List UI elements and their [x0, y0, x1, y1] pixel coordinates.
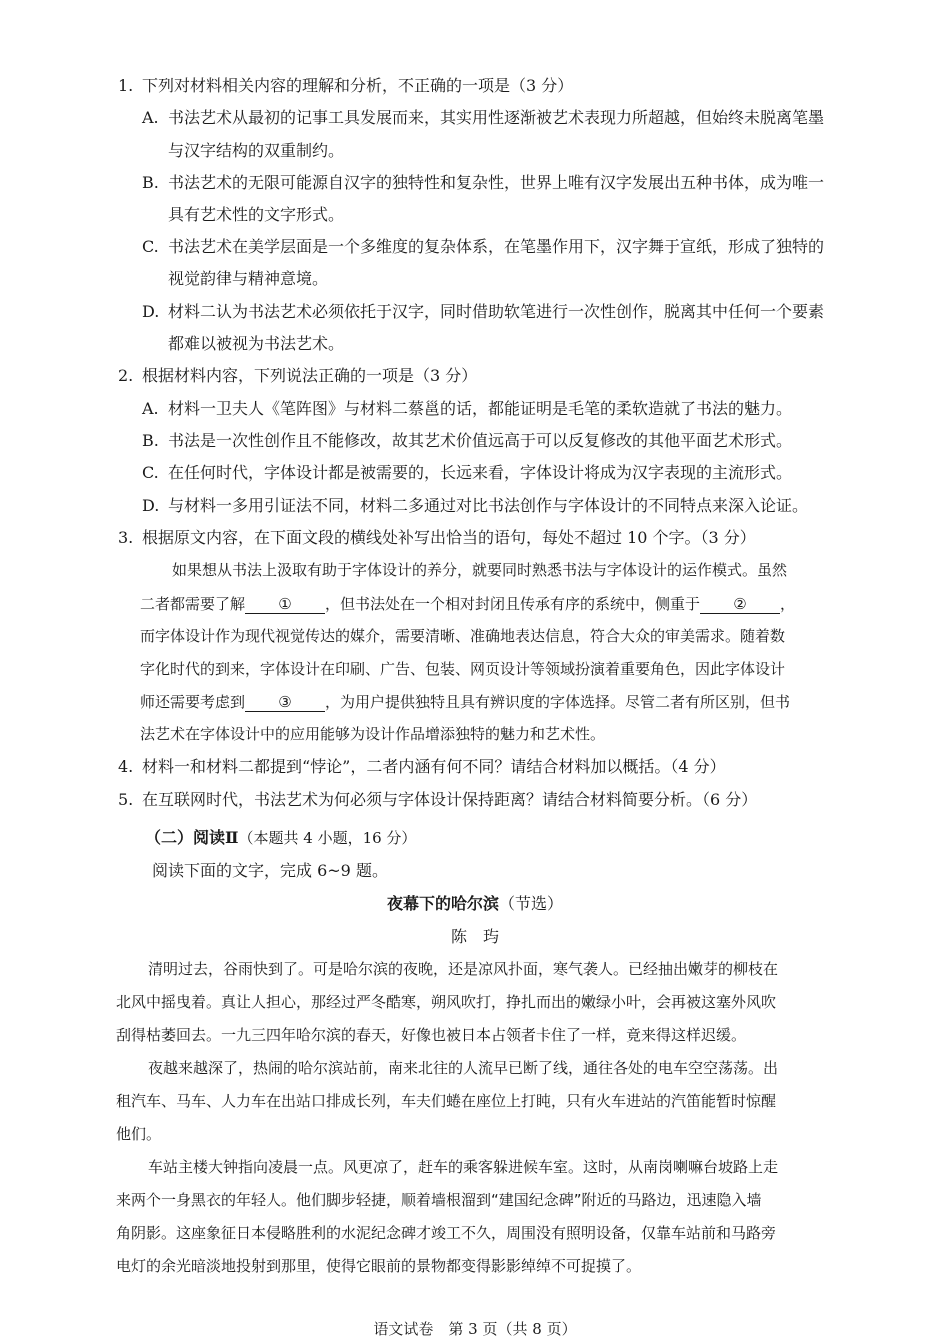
- q2-option-c-label: C.: [142, 463, 159, 482]
- q1-option-c-line2: 视觉韵律与精神意境。: [168, 269, 329, 288]
- q3-blank-1[interactable]: ①: [245, 596, 325, 614]
- q3-blank-3[interactable]: ③: [245, 694, 325, 712]
- q3-line5-start: 师还需要考虑到: [140, 693, 246, 711]
- q4-number: 4.: [118, 757, 134, 776]
- q5-number: 5.: [118, 790, 134, 809]
- q3-line2-end: ，: [780, 595, 796, 613]
- article-p3-line1: 车站主楼大钟指向凌晨一点。风更凉了，赶车的乘客躲进候车室。这时，从南岗喇嘛台坡路上走: [148, 1158, 779, 1176]
- q2-option-a-text: 材料一卫夫人《笔阵图》与材料二蔡邕的话，都能证明是毛笔的柔软造就了书法的魅力。: [168, 399, 793, 418]
- q3-number: 3.: [118, 528, 134, 547]
- article-p1-line3: 刮得枯萎回去。一九三四年哈尔滨的春天，好像也被日本占领者卡住了一样，竟来得这样迟缓。: [116, 1026, 747, 1044]
- q3-line2-start: 二者都需要了解: [140, 595, 246, 613]
- page-footer: 语文试卷 第 3 页（共 8 页）: [373, 1320, 577, 1338]
- article-p3-line4: 电灯的余光暗淡地投射到那里，使得它眼前的景物都变得影影绰绰不可捉摸了。: [116, 1257, 642, 1275]
- section-title: （二）阅读Ⅱ: [145, 828, 239, 847]
- q1-option-b-line1: 书法艺术的无限可能源自汉字的独特性和复杂性，世界上唯有汉字发展出五种书体，成为唯一: [168, 173, 825, 192]
- q4-text: 材料一和材料二都提到“悖论”，二者内涵有何不同？请结合材料加以概括。（4 分）: [142, 757, 726, 776]
- article-subtitle: （节选）: [499, 894, 564, 913]
- article-title-line: [0, 896, 950, 912]
- q1-stem: 下列对材料相关内容的理解和分析，不正确的一项是（3 分）: [142, 76, 574, 95]
- q2-option-d-text: 与材料一多用引证法不同，材料二多通过对比书法创作与字体设计的不同特点来深入论证。: [168, 496, 809, 515]
- q1-option-c-label: C.: [142, 237, 159, 256]
- article-p2-line1: 夜越来越深了，热闹的哈尔滨站前，南来北往的人流早已断了线，通往各处的电车空空荡荡。出: [148, 1059, 779, 1077]
- q2-option-b-label: B.: [142, 431, 159, 450]
- q3-blank-2[interactable]: ②: [700, 596, 780, 614]
- q2-option-c-text: 在任何时代，字体设计都是被需要的，长远来看，字体设计将成为汉字表现的主流形式。: [168, 463, 793, 482]
- q2-option-a-label: A.: [142, 399, 159, 418]
- q1-option-a-label: A.: [142, 108, 159, 127]
- section-header: [145, 830, 416, 846]
- section-instruction: 阅读下面的文字，完成 6~9 题。: [152, 861, 388, 880]
- q1-number: 1.: [118, 76, 134, 95]
- q1-option-a-line2: 与汉字结构的双重制约。: [168, 141, 345, 160]
- q3-passage-line1: 如果想从书法上汲取有助于字体设计的养分，就要同时熟悉书法与字体设计的运作模式。虽然: [172, 561, 788, 579]
- article-p1-line1: 清明过去，谷雨快到了。可是哈尔滨的夜晚，还是凉风扑面，寒气袭人。已经抽出嫩芽的柳枝在: [148, 960, 779, 978]
- q3-line2-middle: ，但书法处在一个相对封闭且传承有序的系统中，侧重于: [325, 595, 701, 613]
- q3-passage-line4: 字化时代的到来，字体设计在印刷、广告、包装、网页设计等领域扮演着重要角色，因此字体设计: [140, 660, 786, 678]
- q2-stem: 根据材料内容，下列说法正确的一项是（3 分）: [142, 366, 478, 385]
- article-author: 陈 玙: [450, 927, 499, 946]
- article-p3-line3: 角阴影。这座象征日本侵略胜利的水泥纪念碑才竣工不久，周围没有照明设备，仅靠车站前和马路旁: [116, 1224, 777, 1242]
- q3-stem: 根据原文内容，在下面文段的横线处补写出恰当的语句，每处不超过 10 个字。（3 分）: [142, 528, 756, 547]
- q1-option-d-line2: 都难以被视为书法艺术。: [168, 334, 345, 353]
- q1-option-b-line2: 具有艺术性的文字形式。: [168, 205, 345, 224]
- article-p2-line3: 他们。: [116, 1125, 162, 1143]
- article-title: 夜幕下的哈尔滨: [386, 894, 499, 913]
- q1-option-d-label: D.: [142, 302, 160, 321]
- q5-text: 在互联网时代，书法艺术为何必须与字体设计保持距离？请结合材料简要分析。（6 分）: [142, 790, 758, 809]
- q1-option-c-line1: 书法艺术在美学层面是一个多维度的复杂体系，在笔墨作用下，汉字舞于宣纸，形成了独特的: [168, 237, 825, 256]
- q2-option-b-text: 书法是一次性创作且不能修改，故其艺术价值远高于可以反复修改的其他平面艺术形式。: [168, 431, 793, 450]
- q3-passage-line5: [140, 694, 790, 712]
- q3-passage-line6: 法艺术在字体设计中的应用能够为设计作品增添独特的魅力和艺术性。: [140, 725, 606, 743]
- article-p2-line2: 租汽车、马车、人力车在出站口排成长列，车夫们蜷在座位上打盹，只有火车进站的汽笛能暂时惊醒: [116, 1092, 777, 1110]
- q3-line5-end: ，为用户提供独特且具有辨识度的字体选择。尽管二者有所区别，但书: [325, 693, 791, 711]
- q1-option-d-line1: 材料二认为书法艺术必须依托于汉字，同时借助软笔进行一次性创作，脱离其中任何一个要素: [168, 302, 825, 321]
- q1-option-a-line1: 书法艺术从最初的记事工具发展而来，其实用性逐渐被艺术表现力所超越，但始终未脱离笔墨: [168, 108, 825, 127]
- q2-number: 2.: [118, 366, 134, 385]
- q1-option-b-label: B.: [142, 173, 159, 192]
- article-p3-line2: 来两个一身黑衣的年轻人。他们脚步轻捷，顺着墙根溜到“建国纪念碑”附近的马路边，迅速隐入墙: [116, 1191, 762, 1209]
- article-p1-line2: 北风中摇曳着。真让人担心，那经过严冬酷寒，朔风吹打，挣扎而出的嫩绿小叶，会再被这塞外风吹: [116, 993, 777, 1011]
- section-note: （本题共 4 小题，16 分）: [238, 829, 417, 847]
- q2-option-d-label: D.: [142, 496, 160, 515]
- q3-passage-line3: 而字体设计作为现代视觉传达的媒介，需要清晰、准确地表达信息，符合大众的审美需求。随着数: [140, 627, 786, 645]
- q3-passage-line2: [140, 596, 795, 614]
